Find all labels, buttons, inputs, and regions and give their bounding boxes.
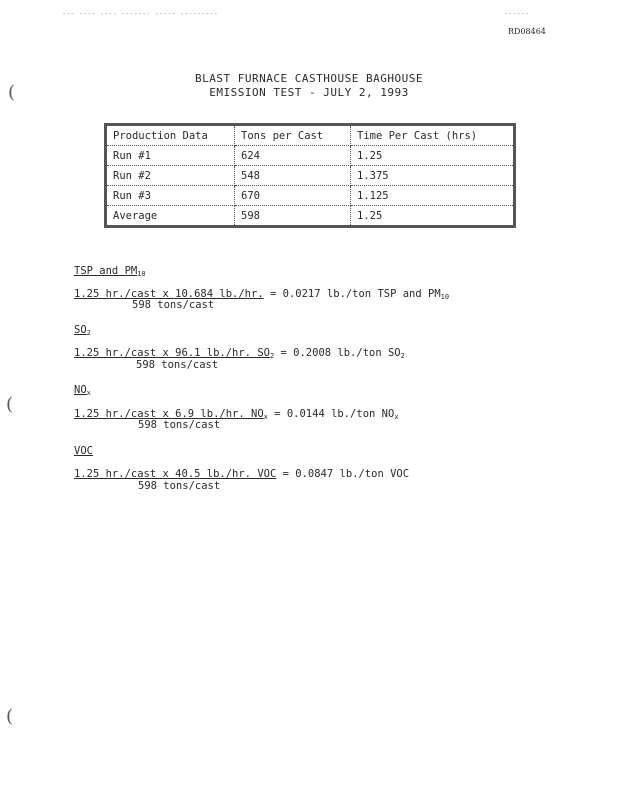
table-cell: 548 [235, 166, 351, 186]
table-header-row [106, 125, 515, 146]
table-cell: 598 [235, 206, 351, 227]
equation-numerator: 1.25 hr./cast x 40.5 lb./hr. VOC [74, 468, 277, 480]
table-cell: 624 [235, 146, 351, 166]
table-row [106, 146, 515, 166]
header-top-right: ------ [504, 10, 530, 18]
table-header-cell: Time Per Cast (hrs) [351, 125, 515, 146]
table-header-cell: Tons per Cast [235, 125, 351, 146]
table-row [106, 186, 515, 206]
table-cell: 1.375 [351, 166, 515, 186]
table-cell: Run #2 [106, 166, 235, 186]
table-row [106, 166, 515, 186]
header-top-line: --- ---- ---- ------- ----- --------- [62, 10, 218, 18]
table-header-cell: Production Data [106, 125, 235, 146]
equation-so2: 1.25 hr./cast x 96.1 lb./hr. $SO_2 = 0.2008$ lb./ton $SO_2$ [74, 347, 405, 360]
production-table [104, 123, 516, 228]
section-heading-nox: $NO_x$ [74, 384, 91, 397]
equation-tsp: 1.25 hr./cast x 10.684 lb./hr. = 0.0217 lb./ton TSP and $PM_{10}$ [74, 288, 450, 301]
table-row [106, 206, 515, 227]
section-heading-voc: VOC [74, 445, 93, 457]
equation-numerator: 1.25 hr./cast x 6.9 lb./hr. $NO_x$ [74, 408, 268, 421]
equation-denominator: 598 tons/cast [132, 299, 215, 311]
equation-nox: 1.25 hr./cast x 6.9 lb./hr. $NO_x = 0.0144$ lb./ton $NO_x$ [74, 408, 399, 421]
table-cell: 1.25 [351, 206, 515, 227]
equation-voc: 1.25 hr./cast x 40.5 lb./hr. VOC = 0.0847 lb./ton VOC [74, 468, 410, 480]
table-cell: 1.125 [351, 186, 515, 206]
table-cell: Average [106, 206, 235, 227]
section-heading-tsp: TSP and $PM_{10}$ [74, 265, 146, 278]
document-subtitle: EMISSION TEST - JULY 2, 1993 [209, 86, 409, 99]
table-cell: Run #1 [106, 146, 235, 166]
equation-denominator: 598 tons/cast [138, 480, 221, 492]
equation-denominator: 598 tons/cast [138, 419, 221, 431]
equation-denominator: 598 tons/cast [136, 359, 219, 371]
margin-mark-top: ( [8, 82, 16, 103]
table-cell: 670 [235, 186, 351, 206]
margin-mark-middle: ( [6, 394, 14, 415]
document-id: RD08464 [508, 27, 546, 36]
equation-numerator: 1.25 hr./cast x 10.684 lb./hr. [74, 288, 264, 300]
document-title: BLAST FURNACE CASTHOUSE BAGHOUSE [195, 72, 423, 85]
equation-numerator: 1.25 hr./cast x 96.1 lb./hr. $SO_2$ [74, 347, 275, 360]
table-cell: 1.25 [351, 146, 515, 166]
table-cell: Run #3 [106, 186, 235, 206]
section-heading-so2: $SO_2$ [74, 324, 91, 337]
margin-mark-bottom: ( [6, 706, 14, 727]
